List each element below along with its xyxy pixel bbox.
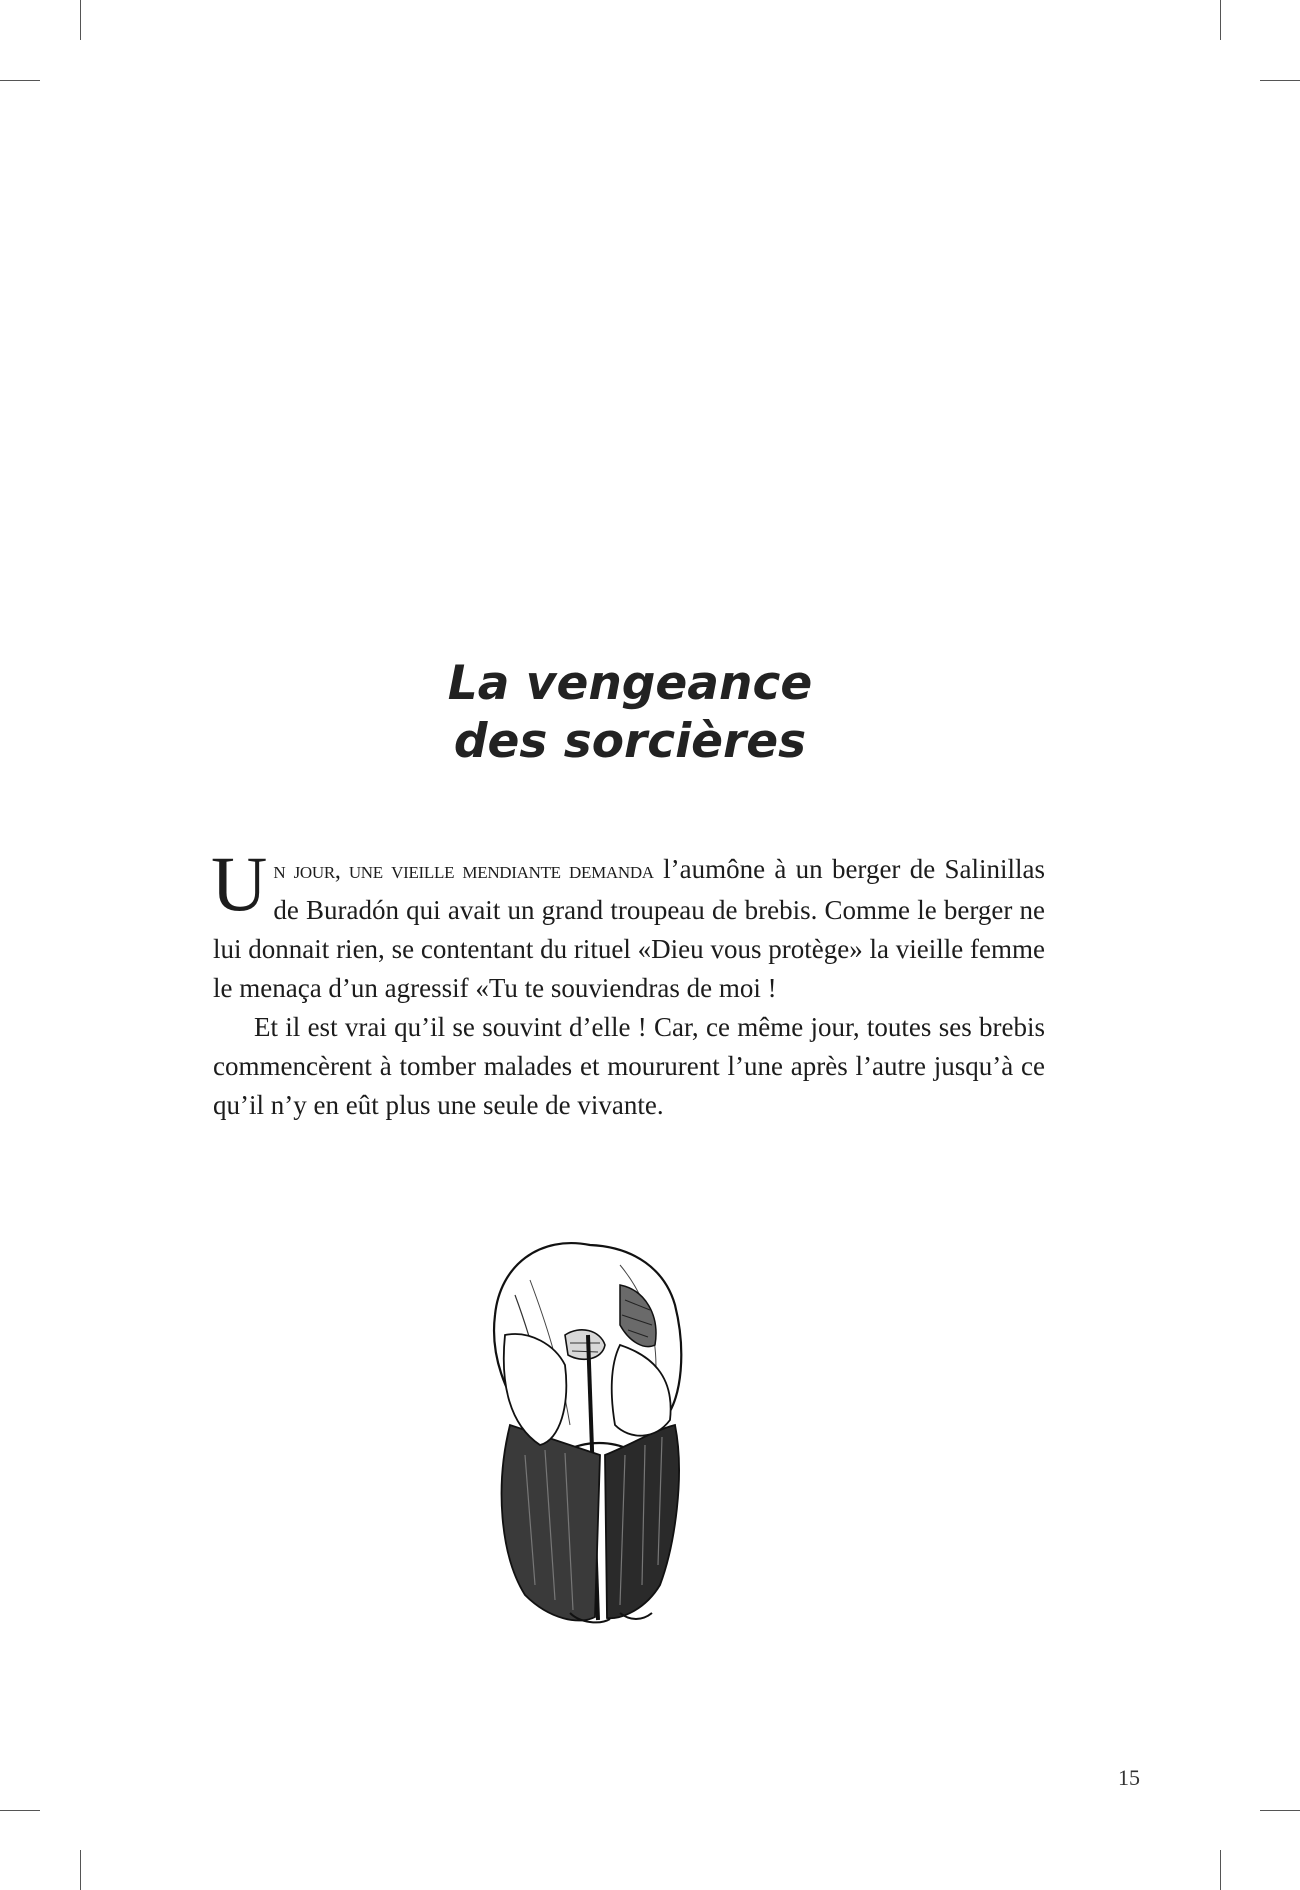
drop-cap: U (211, 840, 268, 927)
crop-mark-bottom-left (80, 1850, 81, 1890)
crop-mark-left-bottom (0, 1810, 40, 1811)
body-text (211, 840, 1046, 1125)
chapter-title-line-2: des sorcières (453, 714, 807, 769)
page-number: 15 (1118, 1765, 1140, 1790)
crop-mark-bottom-right (1220, 1850, 1221, 1890)
paragraph-1 (211, 840, 1046, 1008)
crop-mark-right-bottom (1260, 1810, 1300, 1811)
crop-mark-top-right (1220, 0, 1221, 40)
chapter-title (0, 655, 1260, 771)
crop-mark-top-left (80, 0, 81, 40)
lead-in-small-caps: n jour, une vieille mendiante demanda (273, 858, 654, 884)
crop-mark-left-top (0, 80, 40, 81)
paragraph-2: Et il est vrai qu’il se souvint d’elle ! Car, ce même jour, toutes ses brebis commencèrent à tomber malades et moururent l’une après l’autre jusqu’à ce qu’il n’y en eût plus une seule de vivante. (213, 1012, 1045, 1120)
chapter-title-line-1: La vengeance (447, 656, 813, 711)
crop-mark-right-top (1260, 80, 1300, 81)
old-beggar-woman-illustration (470, 1225, 770, 1635)
paragraph-1-text: l’aumône à un berger de Salinillas de Buradón qui avait un grand troupeau de brebis. Comme le berger ne lui donnait rien, se contentant du rituel «Dieu vous protège» la vieille femme le menaça d’un agressif «Tu te souviendras de moi ! (213, 854, 1046, 1003)
